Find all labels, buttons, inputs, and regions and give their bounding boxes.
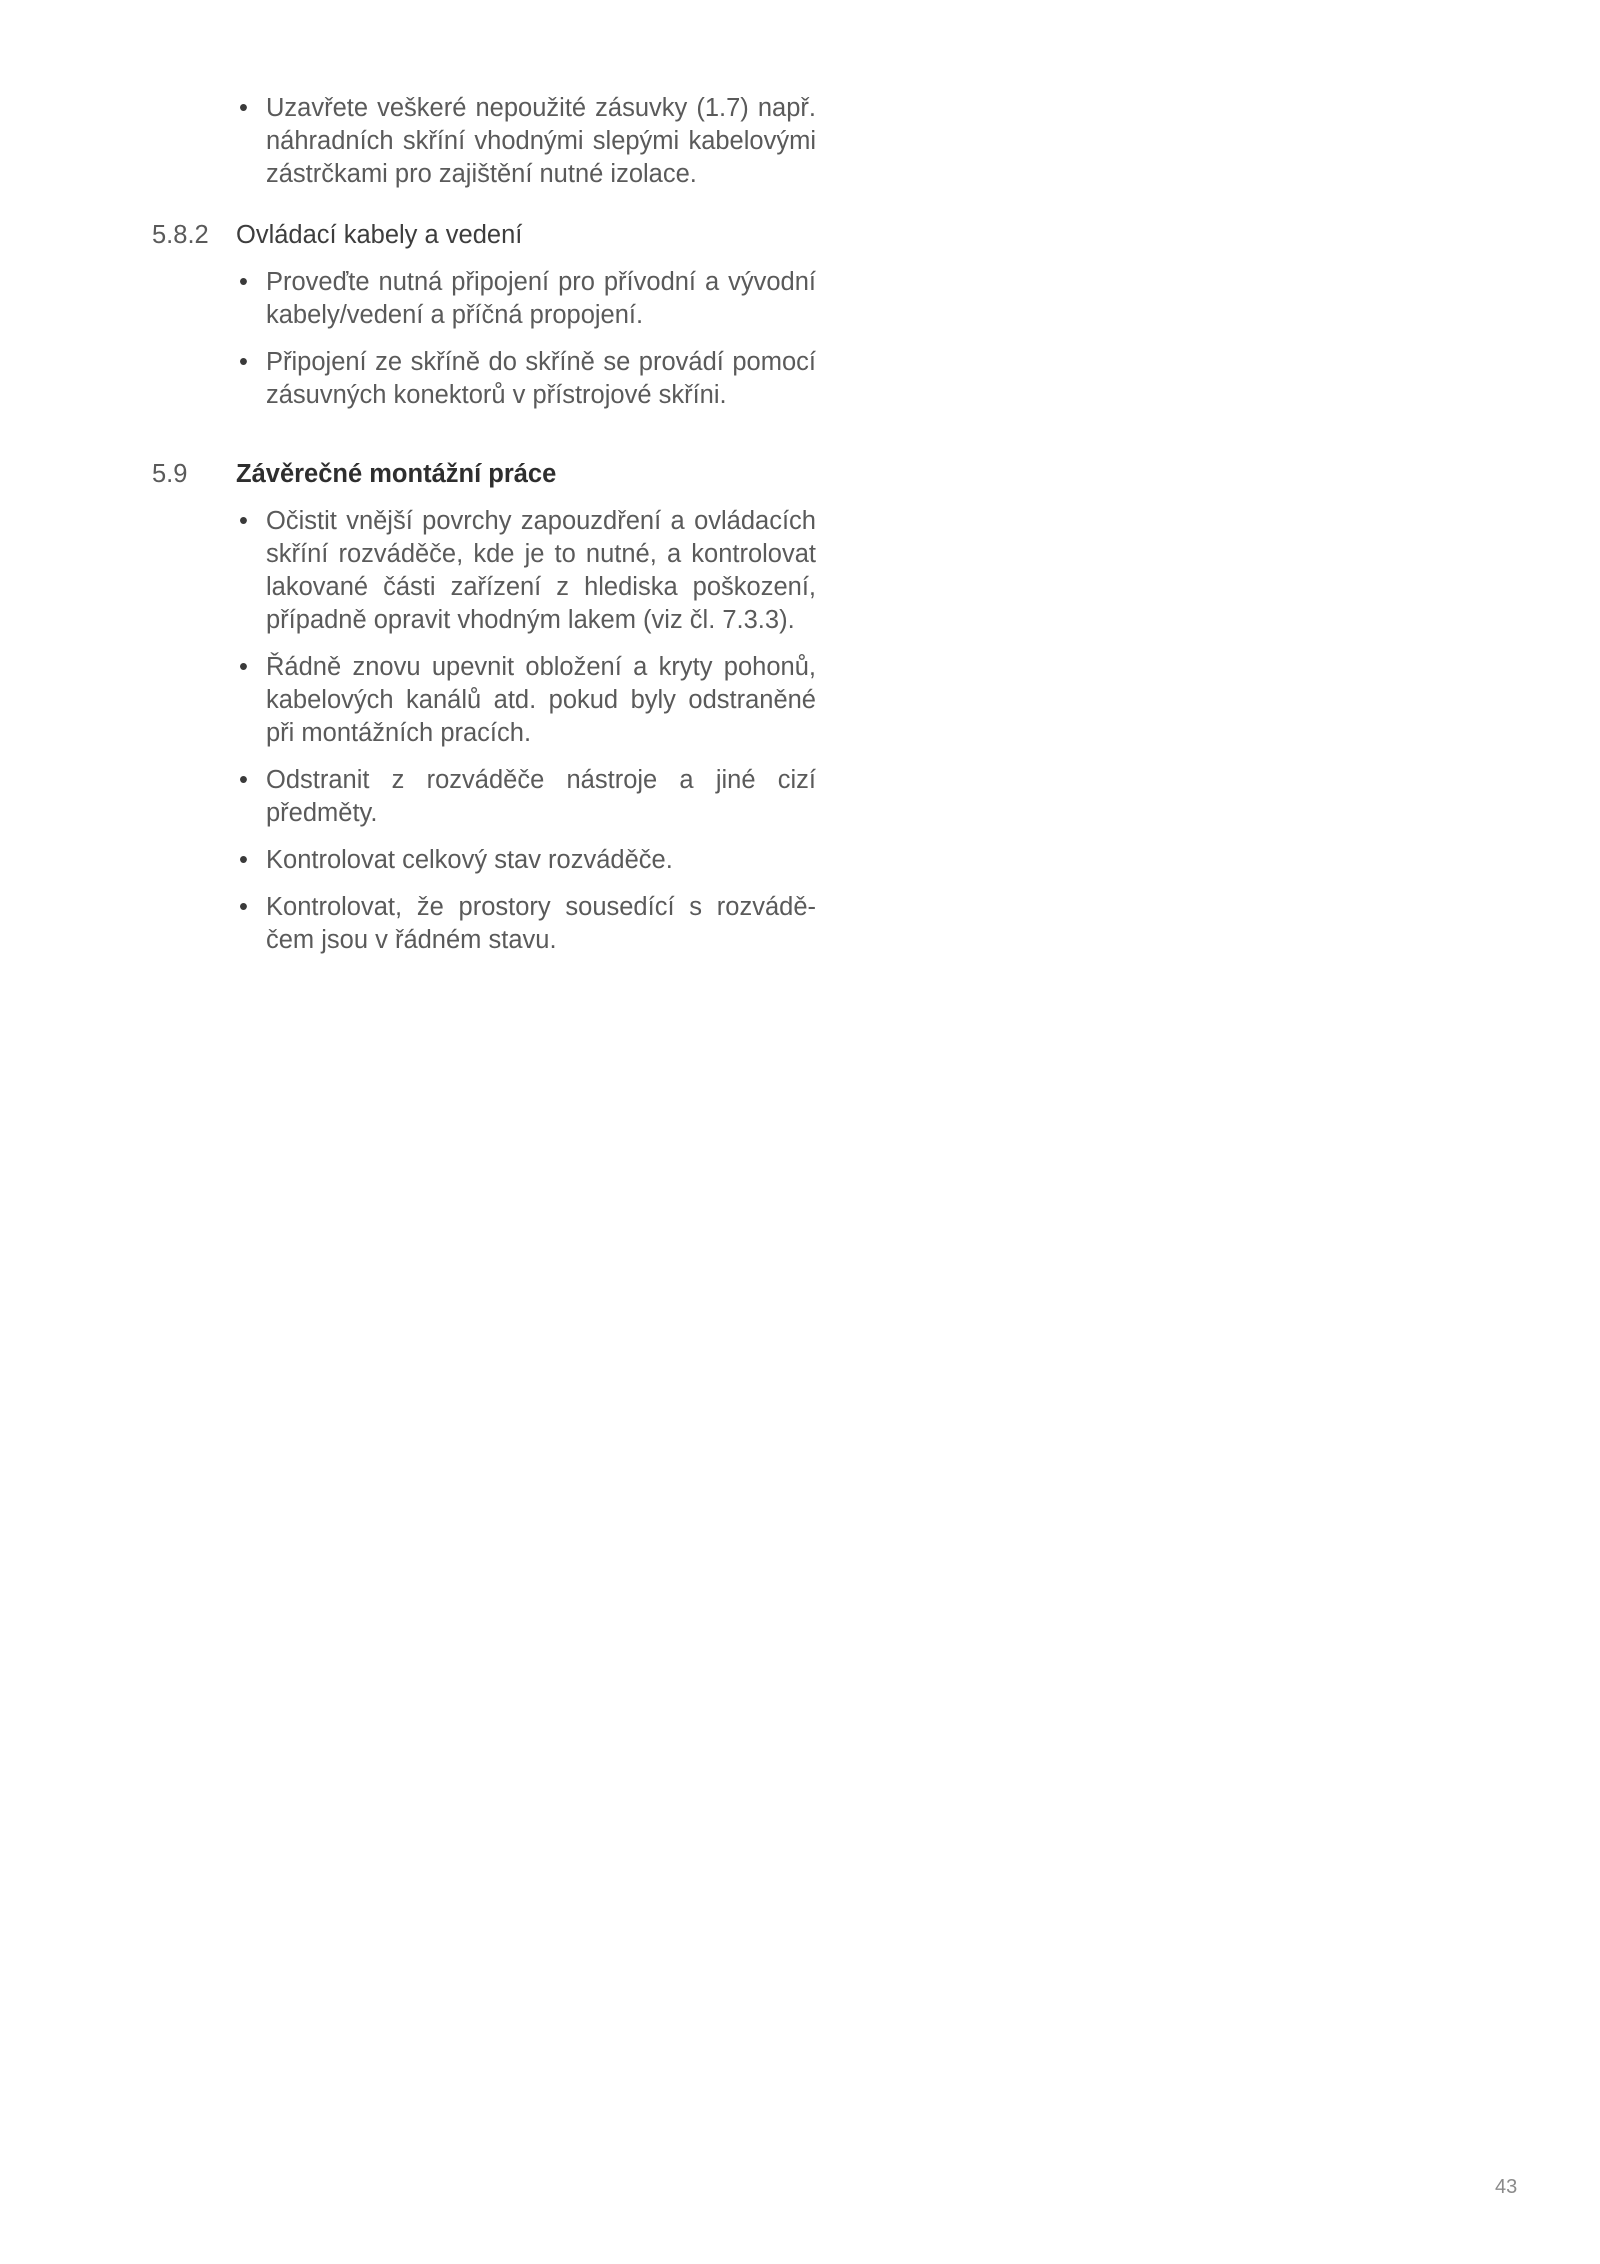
list-item-text: Proveďte nutná připojení pro přívodní a vývodní kabely/vedení a příčná propojení.	[266, 268, 816, 329]
bullet-icon: •	[239, 268, 248, 296]
list-item-text: Odstranit z rozváděče nástroje a jiné cizí předměty.	[266, 766, 816, 827]
list-item-text: Připojení ze skříně do skříně se provádí pomocí zásuvných konektorů v přístrojové skříni.	[266, 348, 816, 409]
intro-bullet-list	[236, 92, 816, 205]
section-heading: Závěrečné montážní práce	[236, 460, 557, 488]
bullet-icon: •	[239, 507, 248, 535]
list-item	[236, 651, 816, 750]
bullet-icon: •	[239, 846, 248, 874]
list-item-text: Kontrolovat celkový stav rozváděče.	[266, 846, 673, 874]
section-number: 5.9	[152, 460, 188, 488]
list-item	[236, 505, 816, 637]
list-item-text: Uzavřete veškeré nepoužité zásuvky (1.7) např. náhradních skříní vhodnými slepými kabelovými zástrčkami pro zajištění nutné izolace.	[266, 94, 816, 188]
list-item-text: Řádně znovu upevnit obložení a kryty pohonů, kabelových kanálů atd. pokud byly odstraněné při montážních pracích.	[266, 653, 816, 747]
bullet-icon: •	[239, 893, 248, 921]
bullet-icon: •	[239, 348, 248, 376]
list-item	[236, 346, 816, 412]
list-item	[236, 92, 816, 191]
page-number: 43	[1495, 2176, 1518, 2198]
section-59-bullet-list	[236, 505, 816, 971]
bullet-icon: •	[239, 653, 248, 681]
section-heading: Ovládací kabely a vedení	[236, 221, 523, 249]
list-item	[236, 764, 816, 830]
bullet-icon: •	[239, 766, 248, 794]
list-item	[236, 844, 816, 877]
list-item	[236, 891, 816, 957]
section-number: 5.8.2	[152, 221, 209, 249]
list-item-text: Očistit vnější povrchy zapouzdření a ovládacích skříní rozváděče, kde je to nutné, a kontrolovat lakované části zařízení z hlediska poškození, případně opravit vhodným lakem (viz čl. 7.3.3).	[266, 507, 816, 634]
list-item	[236, 266, 816, 332]
section-582-bullet-list	[236, 266, 816, 426]
bullet-icon: •	[239, 94, 248, 122]
list-item-text: Kontrolovat, že prostory sousedící s rozvádě-čem jsou v řádném stavu.	[266, 893, 816, 954]
